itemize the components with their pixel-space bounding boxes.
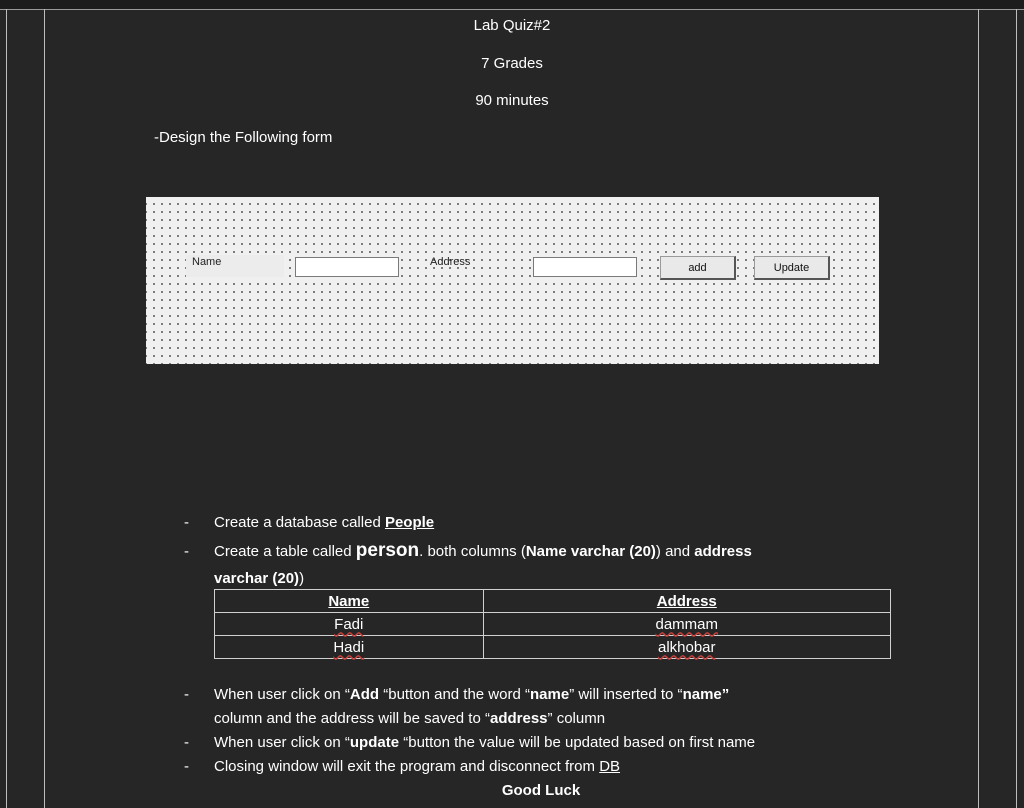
- left-page-edge: [6, 9, 7, 808]
- right-page-edge: [1016, 9, 1017, 808]
- ribbon-strip: [0, 0, 1024, 9]
- cell-address: dammam: [483, 613, 890, 636]
- bullet-add-behavior: When user click on “Add “button and the word “name” will inserted to “name”: [214, 686, 730, 703]
- bullet-dash: -: [184, 543, 189, 560]
- address-textbox[interactable]: [533, 257, 637, 277]
- form-designer-canvas: [146, 197, 879, 364]
- good-luck: Good Luck: [501, 782, 581, 799]
- page-top-edge: [0, 9, 1024, 10]
- cell-address: alkhobar: [483, 636, 890, 659]
- table-name: person: [355, 540, 420, 561]
- add-button[interactable]: add: [660, 256, 736, 280]
- people-table: [214, 589, 891, 659]
- bullet-dash: -: [184, 758, 189, 775]
- table-header-row: [215, 590, 891, 613]
- doc-intro: -Design the Following form: [154, 129, 333, 146]
- bullet-create-table: Create a table called person. both columns (Name varchar (20)) and address: [214, 540, 752, 561]
- bullet-dash: -: [184, 686, 189, 703]
- doc-grades: 7 Grades: [481, 55, 543, 72]
- bullet-dash: -: [184, 514, 189, 531]
- bullet-close-behavior: Closing window will exit the program and disconnect from DB: [214, 758, 621, 775]
- address-label: Address: [430, 256, 471, 268]
- bullet-create-db: Create a database called People: [214, 514, 435, 531]
- bullet-update-behavior: When user click on “update “button the value will be updated based on first name: [214, 734, 756, 751]
- header-name: Name: [215, 590, 484, 613]
- table-row: [215, 636, 891, 659]
- db-name: People: [384, 514, 435, 531]
- doc-duration: 90 minutes: [475, 92, 549, 109]
- update-button[interactable]: Update: [754, 256, 830, 280]
- cell-name: Hadi: [215, 636, 484, 659]
- bullet-add-behavior-cont: column and the address will be saved to “address” column: [214, 710, 606, 727]
- left-margin-guide: [44, 9, 45, 808]
- name-label: Name: [186, 255, 284, 277]
- header-address: Address: [483, 590, 890, 613]
- doc-title: Lab Quiz#2: [473, 17, 551, 34]
- cell-name: Fadi: [215, 613, 484, 636]
- bullet-create-table-cont: varchar (20)): [214, 570, 305, 587]
- bullet-dash: -: [184, 734, 189, 751]
- right-margin-guide: [978, 9, 979, 808]
- name-textbox[interactable]: [295, 257, 399, 277]
- table-row: [215, 613, 891, 636]
